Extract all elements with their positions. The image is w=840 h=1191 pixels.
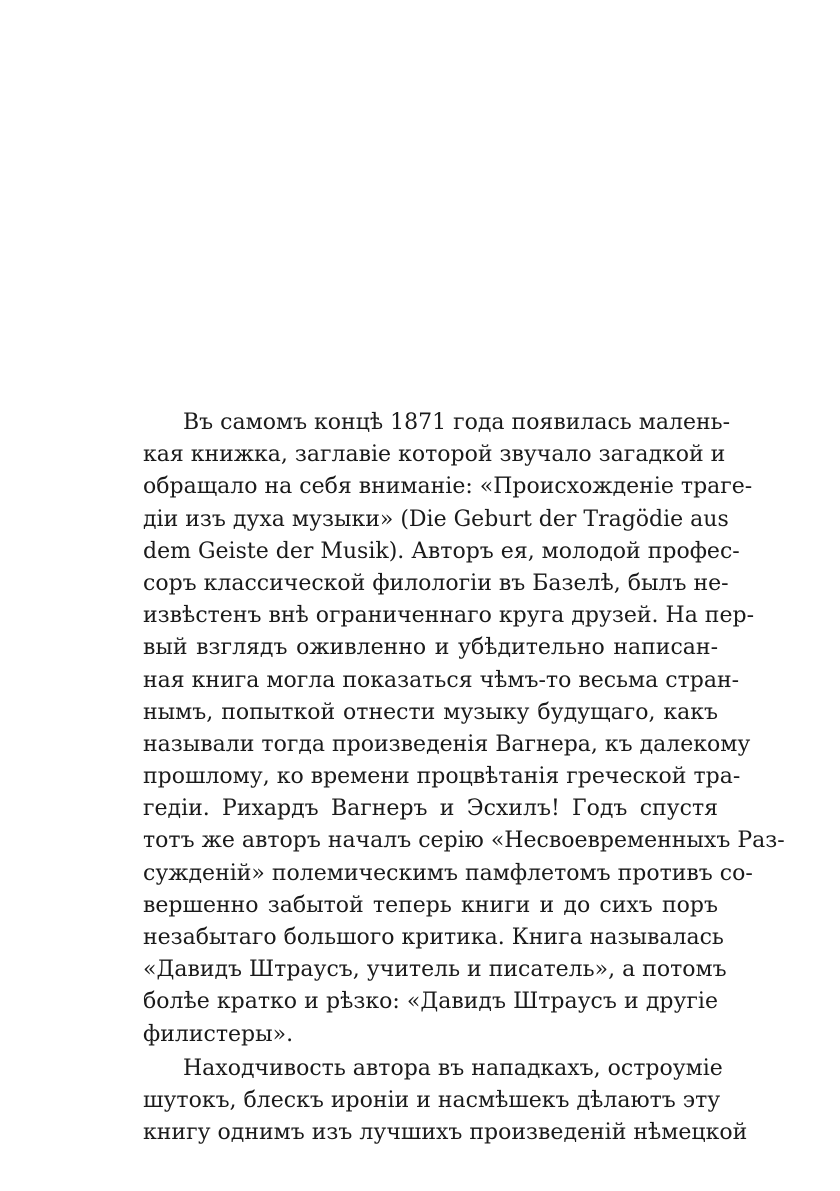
text-line: dem Geiste der Musik). Авторъ ея, молодой профес- (143, 538, 740, 564)
text-line: ная книга могла показаться чѣмъ-то весьма стран- (143, 667, 740, 693)
text-line: тотъ же авторъ началъ серію «Несвоевременныхъ Раз- (143, 828, 785, 854)
text-line: гедіи. Рихардъ Вагнеръ и Эсхилъ! Годъ спустя (143, 796, 718, 822)
text-line: кая книжка, заглавіе которой звучало загадкой и (143, 442, 726, 468)
text-line: обращало на себя вниманіе: «Происхожденіе траге- (143, 474, 753, 500)
text-line: «Давидъ Штраусъ, учитель и писатель», а потомъ (143, 957, 727, 983)
text-line: болѣе кратко и рѣзко: «Давидъ Штраусъ и другіе (143, 989, 718, 1015)
text-line: вый взглядъ оживленно и убѣдительно написан- (143, 635, 718, 661)
text-line: книгу однимъ изъ лучшихъ произведеній нѣмецкой (143, 1120, 748, 1146)
text-line: прошлому, ко времени процвѣтанія греческой тра- (143, 764, 741, 790)
text-line: незабытаго большого критика. Книга называлась (143, 925, 724, 950)
text-line: сужденій» полемическимъ памфлетомъ противъ со- (143, 860, 753, 886)
text-line: Находчивость автора въ нападкахъ, остроуміе (183, 1055, 723, 1081)
text-line: филистеры». (143, 1021, 294, 1047)
text-line: діи изъ духа музыки» (Die Geburt der Tragödie aus (143, 506, 729, 532)
text-line: Въ самомъ концѣ 1871 года появилась малень- (183, 410, 731, 435)
text-line: шутокъ, блескъ ироніи и насмѣшекъ дѣлаютъ эту (143, 1087, 721, 1113)
text-line: вершенно забытой теперь книги и до сихъ поръ (143, 892, 718, 918)
body-text (143, 407, 785, 1149)
text-line: нымъ, попыткой отнести музыку будущаго, какъ (143, 699, 718, 725)
text-line: извѣстенъ внѣ ограниченнаго круга друзей. На пер- (143, 603, 755, 629)
text-line: соръ классической филологіи въ Базелѣ, былъ не- (143, 570, 729, 596)
text-line: называли тогда произведенія Вагнера, къ далекому (143, 731, 751, 757)
